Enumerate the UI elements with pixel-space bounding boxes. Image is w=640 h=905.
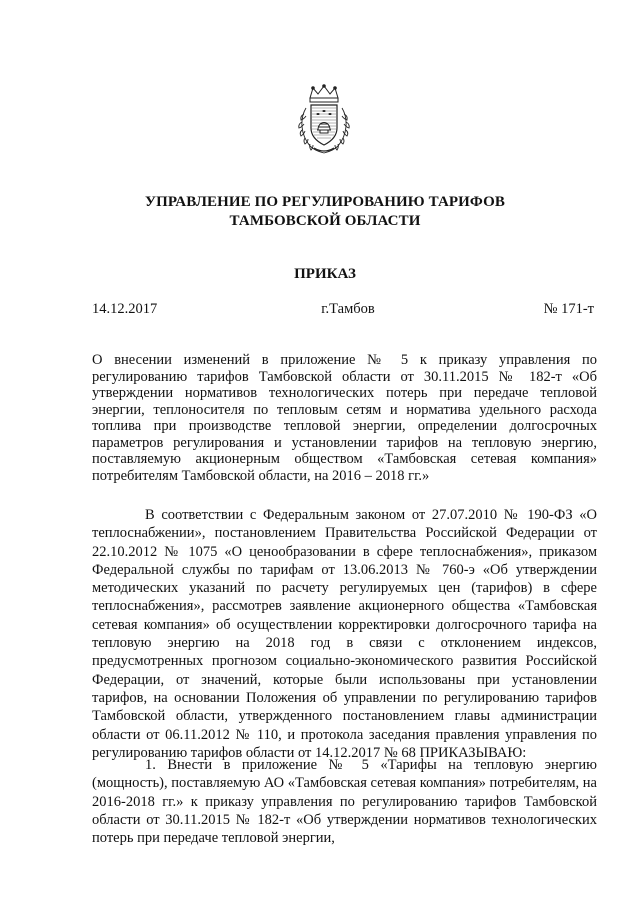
body-paragraph-preamble: В соответствии с Федеральным законом от 27.07.2010 № 190-ФЗ «О теплоснабжении», постановлением Правительства Российской Федерации от 22.10.2012 № 1075 «О ценообразовании в сфере теплоснабжения», приказом Федеральной службы по тарифам от 13.06.2013 № 760-э «Об утверждении методических указаний по расчету регулируемых цен (тарифов) в сфере теплоснабжения», рассмотрев заявление акционерного общества «Тамбовская сетевая компания» об осуществлении корректировки долгосрочного тарифа на тепловую энергию на 2018 год в связи с отклонением индексов, предусмотренных прогнозом социально-экономического развития Российской Федерации, от значений, которые были использованы при установлении тарифов, на основании Положения об управлении по регулированию тарифов Тамбовской области, утвержденного постановлением главы администрации области от 06.11.2012 № 110, и протокола заседания правления управления по регулированию тарифов области от 14.12.2017 № 68 ПРИКАЗЫВАЮ: [92,507,597,761]
organization-name-line1: УПРАВЛЕНИЕ ПО РЕГУЛИРОВАНИЮ ТАРИФОВ [145,194,505,210]
tambov-coat-of-arms-icon [296,84,352,156]
document-meta-row [92,300,594,320]
document-number: № 171-т [543,301,594,317]
organization-name [60,193,590,231]
organization-name-line2: ТАМБОВСКОЙ ОБЛАСТИ [229,213,421,229]
document-type-title: ПРИКАЗ [294,266,356,282]
body-paragraph-item-1: 1. Внести в приложение № 5 «Тарифы на тепловую энергию (мощность), поставляемую АО «Тамбовская сетевая компания» потребителям, на 2016-2018 гг.» к приказу управления по регулированию тарифов Тамбовской области от 30.11.2015 № 182-т «Об утверждении нормативов технологических потерь при передаче тепловой энергии, [92,757,597,847]
document-date: 14.12.2017 [92,301,158,317]
document-subject: О внесении изменений в приложение № 5 к приказу управления по регулированию тарифов Тамбовской области от 30.11.2015 № 182-т «Об утверждении нормативов технологических потерь при передаче тепловой энергии, теплоносителя по тепловым сетям и норматива удельного расхода топлива при производстве тепловой энергии, определении долгосрочных параметров регулирования и установлении тарифов на тепловую энергию, поставляемую акционерным обществом «Тамбовская сетевая компания» потребителям Тамбовской области, на 2016 – 2018 гг.» [92,352,597,484]
document-city: г.Тамбов [321,301,375,317]
